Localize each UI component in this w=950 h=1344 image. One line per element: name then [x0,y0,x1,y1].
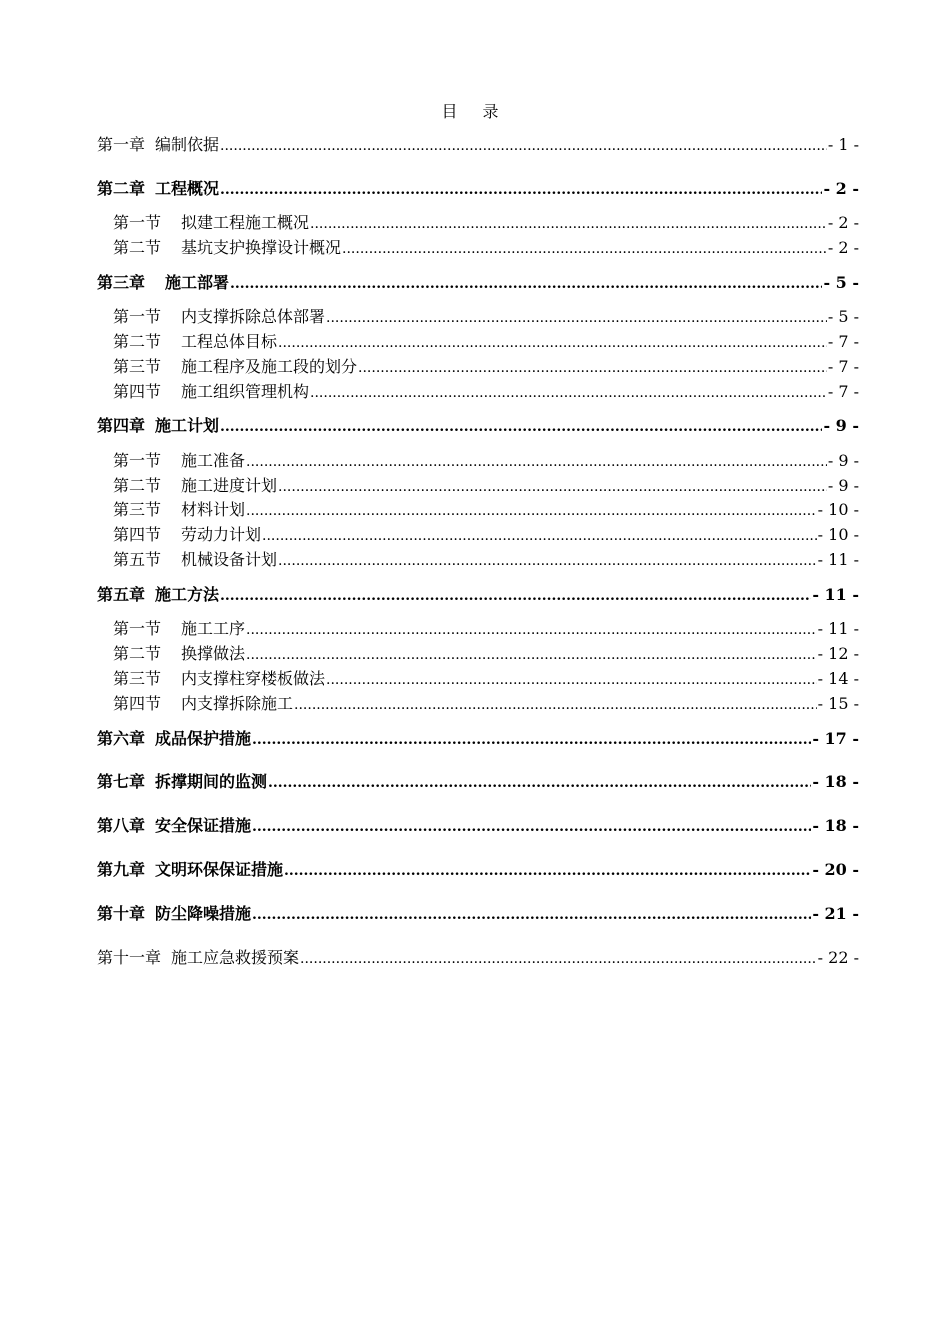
toc-entry-number: 第三节 [113,500,162,519]
toc-entry-label [113,450,245,472]
toc-entry-page: - 7 - [827,332,859,351]
toc-title: 目 录 [441,102,509,121]
toc-entry[interactable] [113,237,859,259]
dot-leader [358,356,827,379]
toc-entry-number: 第二节 [113,644,162,663]
toc-entry-text: 施工组织管理机构 [181,382,310,401]
toc-entry-label [97,815,251,837]
toc-entry[interactable] [97,134,859,156]
toc-entry-label [113,237,341,259]
toc-entry-number: 第十一章 [97,948,162,967]
toc-entry-text: 施工应急救援预案 [171,948,300,967]
toc-entry-label [97,178,219,200]
toc-entry-number: 第八章 [97,816,146,835]
toc-entry-label [113,306,325,328]
toc-entry-number: 第二节 [113,238,162,257]
toc-entry-page: - 15 - [817,694,859,713]
dot-leader [342,237,827,260]
toc-entry-label [97,947,299,969]
toc-entry-page: - 2 - [827,238,859,257]
toc-entry-page: - 9 - [823,416,859,435]
toc-entry[interactable] [113,306,859,328]
toc-entry-text: 机械设备计划 [181,550,278,569]
toc-entry-number: 第四节 [113,525,162,544]
toc-entry-number: 第五节 [113,550,162,569]
toc-entry-text: 基坑支护换撑设计概况 [181,238,342,257]
toc-entry[interactable] [97,947,859,969]
toc-entry[interactable] [113,643,859,665]
toc-entry-page: - 18 - [812,816,859,835]
toc-entry-text: 换撑做法 [181,644,246,663]
toc-entry-text: 拟建工程施工概况 [181,213,310,232]
toc-entry-number: 第一章 [97,135,146,154]
toc-entry-text: 安全保证措施 [155,816,252,835]
toc-entry-page: - 7 - [827,382,859,401]
toc-entry-number: 第一节 [113,307,162,326]
toc-entry-number: 第七章 [97,772,146,791]
toc-entry-label [113,331,277,353]
toc-entry-text: 施工计划 [155,416,220,435]
toc-entry-text: 内支撑拆除施工 [181,694,294,713]
toc-entry-page: - 17 - [812,729,859,748]
toc-entry-text: 施工方法 [155,585,220,604]
toc-entry-text: 编制依据 [155,135,220,154]
toc-entry-text: 工程总体目标 [181,332,278,351]
dot-leader [294,693,817,716]
toc-entry-number: 第二章 [97,179,146,198]
toc-entry-label [97,771,267,793]
toc-entry-number: 第三章 [97,273,146,292]
toc-entry-number: 第一节 [113,619,162,638]
toc-entry-page: - 2 - [827,213,859,232]
dot-leader [220,178,822,201]
toc-entry[interactable] [113,475,859,497]
toc-entry-page: - 11 - [817,550,859,569]
dot-leader [220,415,822,438]
toc-entry-page: - 11 - [817,619,859,638]
toc-entry[interactable] [113,668,859,690]
toc-entry-label [113,618,245,640]
toc-entry-number: 第四章 [97,416,146,435]
toc-entry[interactable] [97,728,859,750]
toc-entry-page: - 5 - [827,307,859,326]
toc-entry-text: 材料计划 [181,500,246,519]
dot-leader [268,771,811,794]
toc-entry-page: - 2 - [823,179,859,198]
toc-entry[interactable] [97,415,859,437]
toc-entry-text: 劳动力计划 [181,525,262,544]
toc-entry[interactable] [113,693,859,715]
toc-entry-number: 第六章 [97,729,146,748]
toc-entry-label [113,693,293,715]
toc-entry-page: - 18 - [812,772,859,791]
toc-entry-number: 第九章 [97,860,146,879]
toc-entry-label [113,212,309,234]
toc-entry-label [113,499,245,521]
toc-entry-page: - 20 - [812,860,859,879]
toc-entry-text: 内支撑拆除总体部署 [181,307,326,326]
toc-entry-number: 第四节 [113,382,162,401]
dot-leader [284,859,811,882]
toc-entry[interactable] [97,771,859,793]
toc-entry-number: 第五章 [97,585,146,604]
toc-entry-number: 第一节 [113,213,162,232]
toc-entry-label [113,668,325,690]
toc-entry-label [97,415,219,437]
toc-entry[interactable] [97,584,859,606]
toc-entry-text: 施工工序 [181,619,246,638]
toc-entry-label [97,134,219,156]
toc-entry-number: 第三节 [113,357,162,376]
dot-leader [246,643,817,666]
dot-leader [252,903,811,926]
toc-entry-page: - 21 - [812,904,859,923]
toc-entry-label [97,584,219,606]
toc-entry[interactable] [113,381,859,403]
toc-entry-number: 第十章 [97,904,146,923]
toc-entry[interactable] [113,356,859,378]
toc-entry-page: - 9 - [827,451,859,470]
dot-leader [262,524,817,547]
toc-entry[interactable] [113,549,859,571]
toc-entry-text: 内支撑柱穿楼板做法 [181,669,326,688]
toc-entry-label [113,356,357,378]
dot-leader [300,947,817,970]
toc-entry[interactable] [97,903,859,925]
toc-entry-page: - 14 - [817,669,859,688]
toc-entry[interactable] [113,331,859,353]
toc-entry-label [113,381,309,403]
toc-entry-label [113,524,261,546]
toc-entry-page: - 10 - [817,500,859,519]
toc-entry-label [97,728,251,750]
toc-entry-label [113,475,277,497]
toc-entry-label [113,643,245,665]
toc-entry-number: 第三节 [113,669,162,688]
toc-entry-page: - 7 - [827,357,859,376]
toc-entry-text: 防尘降噪措施 [155,904,252,923]
toc-entry[interactable] [97,859,859,881]
dot-leader [278,549,817,572]
toc-entry-page: - 1 - [827,135,859,154]
toc-entry-number: 第二节 [113,332,162,351]
toc-entry-text: 拆撑期间的监测 [155,772,268,791]
toc-entry-text: 施工部署 [165,273,230,292]
dot-leader [326,668,817,691]
toc-entry-text: 文明环保保证措施 [155,860,284,879]
toc-entry-page: - 11 - [812,585,859,604]
toc-entry-label [113,549,277,571]
toc-entry[interactable] [113,618,859,640]
toc-entry-text: 施工进度计划 [181,476,278,495]
toc-entry-page: - 12 - [817,644,859,663]
dot-leader [246,499,817,522]
toc-entry[interactable] [113,212,859,234]
toc-entry[interactable] [113,499,859,521]
toc-entry[interactable] [113,524,859,546]
dot-leader [252,728,811,751]
toc-entry-text: 施工程序及施工段的划分 [181,357,358,376]
toc-entry-label [97,272,229,294]
dot-leader [310,212,827,235]
dot-leader [310,381,827,404]
dot-leader [220,134,827,157]
toc-entry-page: - 9 - [827,476,859,495]
dot-leader [278,475,827,498]
toc-entry[interactable] [97,272,859,294]
toc-entry-number: 第四节 [113,694,162,713]
dot-leader [220,584,811,607]
toc-entry-text: 成品保护措施 [155,729,252,748]
dot-leader [252,815,811,838]
toc-entry-text: 工程概况 [155,179,220,198]
toc-entry-page: - 10 - [817,525,859,544]
toc-entry-number: 第二节 [113,476,162,495]
dot-leader [246,450,827,473]
toc-entry-label [97,903,251,925]
dot-leader [230,272,822,295]
dot-leader [326,306,827,329]
toc-entry-page: - 22 - [817,948,859,967]
toc-entry-number: 第一节 [113,451,162,470]
toc-entry-text: 施工准备 [181,451,246,470]
toc-entry[interactable] [97,178,859,200]
toc-entry[interactable] [113,450,859,472]
toc-entry-label [97,859,283,881]
dot-leader [278,331,827,354]
toc-entry[interactable] [97,815,859,837]
dot-leader [246,618,817,641]
toc-entry-page: - 5 - [823,273,859,292]
